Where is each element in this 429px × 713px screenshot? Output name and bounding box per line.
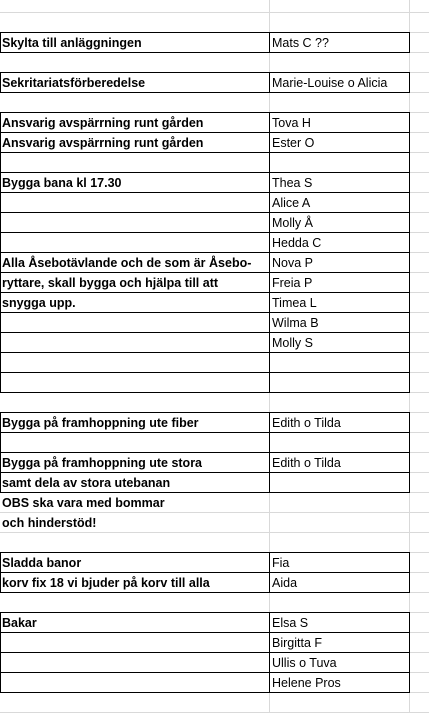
- cell-person[interactable]: Molly S: [272, 336, 313, 350]
- cell-task[interactable]: ryttare, skall bygga och hjälpa till att: [2, 276, 219, 290]
- cell-task[interactable]: [2, 393, 268, 413]
- cell-task[interactable]: [2, 53, 268, 73]
- cell-person[interactable]: Aida: [272, 576, 298, 590]
- cell-task[interactable]: [2, 353, 268, 373]
- cell-task[interactable]: Sekritariatsförberedelse: [2, 76, 146, 90]
- cell-person[interactable]: Ullis o Tuva: [272, 656, 337, 670]
- cell-person[interactable]: [271, 513, 409, 533]
- cell-person[interactable]: [271, 13, 409, 33]
- cell-person[interactable]: Ester O: [272, 136, 315, 150]
- cell-person[interactable]: Tova H: [272, 116, 311, 130]
- cell-person[interactable]: Edith o Tilda: [272, 416, 341, 430]
- cell-task[interactable]: [2, 653, 268, 673]
- cell-person[interactable]: Helene Pros: [272, 676, 341, 690]
- cell-task[interactable]: [2, 153, 268, 173]
- cell-task[interactable]: samt dela av stora utebanan: [2, 476, 171, 490]
- cell-person[interactable]: [271, 153, 409, 173]
- cell-task[interactable]: [2, 533, 268, 553]
- cell-task[interactable]: Bygga på framhoppning ute fiber: [2, 416, 199, 430]
- cell-task[interactable]: Bakar: [2, 616, 37, 630]
- cell-person[interactable]: Birgitta F: [272, 636, 323, 650]
- cell-person[interactable]: Elsa S: [272, 616, 309, 630]
- cell-task[interactable]: Bygga på framhoppning ute stora: [2, 456, 203, 470]
- cell-task[interactable]: Bygga bana kl 17.30: [2, 176, 122, 190]
- cell-person[interactable]: Alice A: [272, 196, 311, 210]
- cell-person[interactable]: Timea L: [272, 296, 317, 310]
- cell-task[interactable]: [2, 633, 268, 653]
- cell-task[interactable]: Ansvarig avspärrning runt gården: [2, 136, 204, 150]
- cell-person[interactable]: [271, 393, 409, 413]
- cell-task[interactable]: [2, 233, 268, 253]
- cell-task[interactable]: [2, 673, 268, 693]
- cell-task[interactable]: [2, 333, 268, 353]
- cell-task[interactable]: [2, 213, 268, 233]
- cell-task[interactable]: [2, 193, 268, 213]
- cell-person[interactable]: [271, 433, 409, 453]
- cell-person[interactable]: Marie-Louise o Alicia: [272, 76, 388, 90]
- cell-person[interactable]: [271, 93, 409, 113]
- cell-person[interactable]: Molly Å: [272, 216, 313, 230]
- cell-task[interactable]: [2, 373, 268, 393]
- cell-person[interactable]: Hedda C: [272, 236, 322, 250]
- cell-task[interactable]: Skylta till anläggningen: [2, 36, 142, 50]
- cell-task[interactable]: Alla Åsebotävlande och de som är Åsebo-: [2, 256, 252, 270]
- cell-task[interactable]: [2, 93, 268, 113]
- cell-person[interactable]: Thea S: [272, 176, 313, 190]
- cell-person[interactable]: Edith o Tilda: [272, 456, 341, 470]
- cell-person[interactable]: Freia P: [272, 276, 313, 290]
- cell-person[interactable]: [271, 493, 409, 513]
- cell-person[interactable]: Mats C ??: [272, 36, 329, 50]
- cell-task[interactable]: korv fix 18 vi bjuder på korv till alla: [2, 576, 210, 590]
- cell-task[interactable]: Ansvarig avspärrning runt gården: [2, 116, 204, 130]
- cell-task[interactable]: [2, 433, 268, 453]
- cell-person[interactable]: [271, 53, 409, 73]
- cell-task[interactable]: OBS ska vara med bommar: [2, 496, 165, 510]
- cell-person[interactable]: [271, 353, 409, 373]
- cell-task[interactable]: [2, 593, 268, 613]
- cell-person[interactable]: Wilma B: [272, 316, 319, 330]
- cell-person[interactable]: [271, 473, 409, 493]
- cell-task[interactable]: [2, 13, 268, 33]
- cell-task[interactable]: och hinderstöd!: [2, 516, 97, 530]
- cell-person[interactable]: [271, 373, 409, 393]
- cell-task[interactable]: [2, 313, 268, 333]
- cell-person[interactable]: Fia: [272, 556, 290, 570]
- cell-task[interactable]: snygga upp.: [2, 296, 76, 310]
- cell-person[interactable]: Nova P: [272, 256, 313, 270]
- cell-person[interactable]: [271, 593, 409, 613]
- cell-person[interactable]: [271, 533, 409, 553]
- cell-task[interactable]: Sladda banor: [2, 556, 82, 570]
